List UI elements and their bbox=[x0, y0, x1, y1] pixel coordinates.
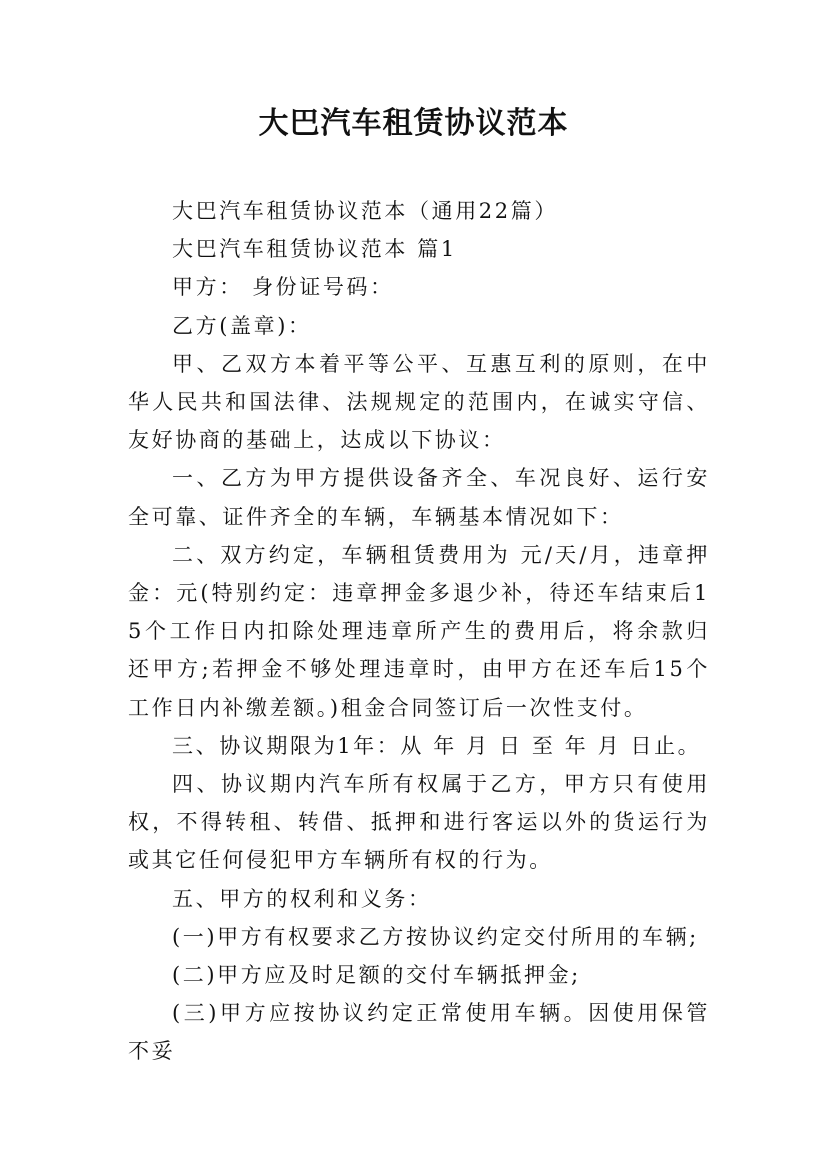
document-body bbox=[128, 192, 710, 1071]
paragraph-clause-5-2: (二)甲方应及时足额的交付车辆抵押金; bbox=[172, 963, 581, 988]
paragraph-clause-5: 五、甲方的权利和义务： bbox=[172, 886, 432, 911]
paragraph-clause-5-1: (一)甲方有权要求乙方按协议约定交付所用的车辆; bbox=[172, 924, 699, 949]
paragraph-party-b: 乙方(盖章)： bbox=[172, 313, 312, 338]
paragraph-subtitle: 大巴汽车租赁协议范本（通用22篇） bbox=[172, 199, 558, 223]
paragraph-preamble: 甲、乙双方本着平等公平、互惠互利的原则，在中华人民共和国法律、法规规定的范围内，在诚实守信、友好协商的基础上，达成以下协议： bbox=[128, 351, 710, 453]
paragraph-party-a: 甲方： 身份证号码： bbox=[172, 275, 394, 300]
paragraph-section-heading: 大巴汽车租赁协议范本 篇1 bbox=[172, 237, 457, 262]
paragraph-clause-2: 二、双方约定，车辆租赁费用为 元/天/月，违章押金：元(特别约定：违章押金多退少补，待还车结束后15个工作日内扣除处理违章所产生的费用后，将余款归还甲方;若押金不够处理违章时，由甲方在还车后15个工作日内补缴差额。)租金合同签订后一次性支付。 bbox=[128, 542, 710, 720]
paragraph-clause-5-3: (三)甲方应按协议约定正常使用车辆。因使用保管不妥 bbox=[128, 1001, 710, 1064]
document-title: 大巴汽车租赁协议范本 bbox=[258, 106, 569, 141]
paragraph-clause-3: 三、协议期限为1年：从 年 月 日 至 年 月 日止。 bbox=[172, 733, 702, 758]
paragraph-clause-1: 一、乙方为甲方提供设备齐全、车况良好、运行安全可靠、证件齐全的车辆，车辆基本情况如下： bbox=[128, 466, 710, 529]
paragraph-clause-4: 四、协议期内汽车所有权属于乙方，甲方只有使用权，不得转租、转借、抵押和进行客运以外的货运行为或其它任何侵犯甲方车辆所有权的行为。 bbox=[128, 772, 710, 873]
